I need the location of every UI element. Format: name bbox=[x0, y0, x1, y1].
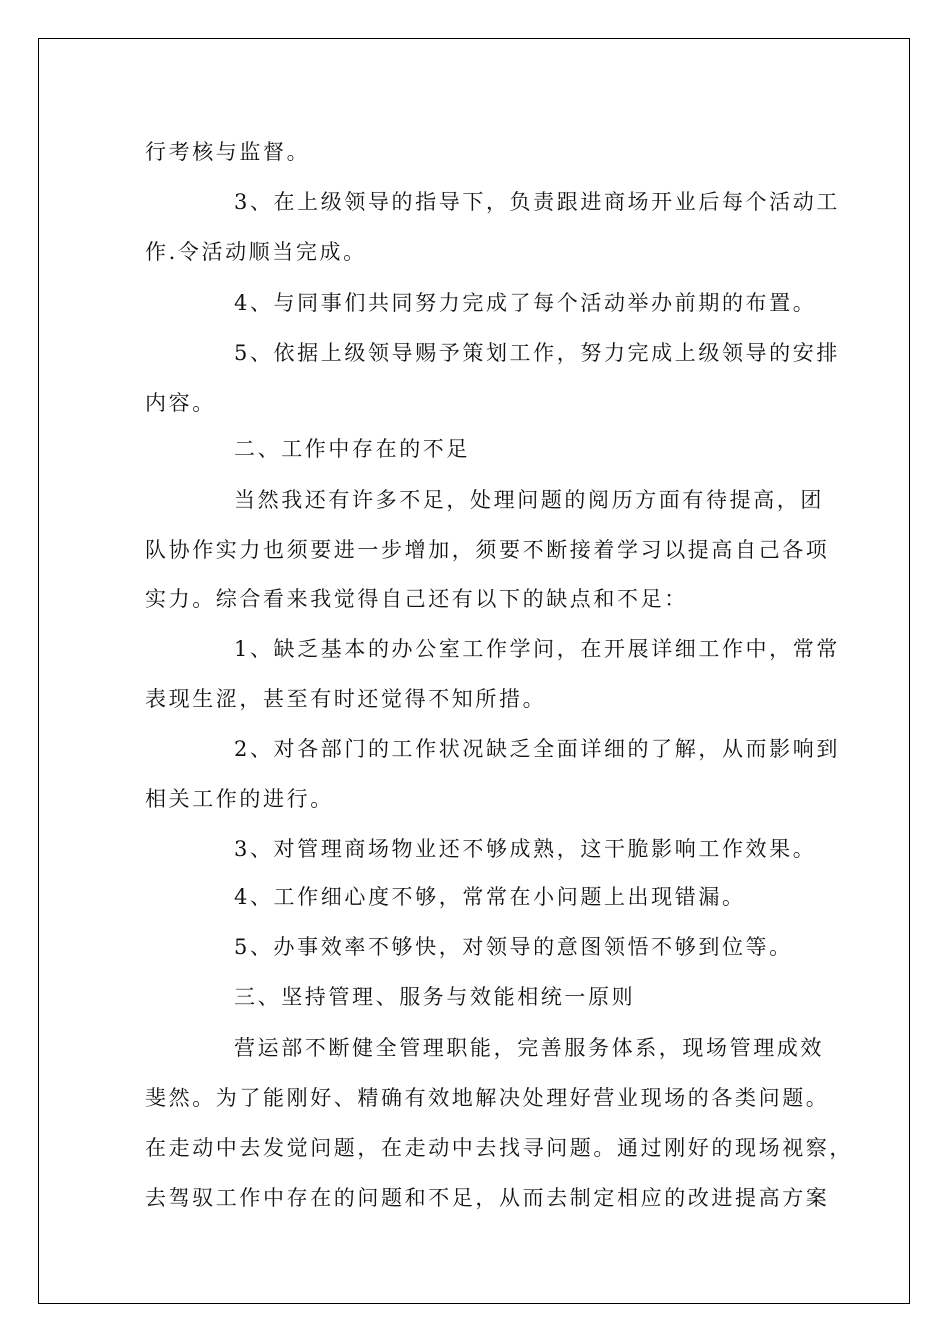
page-border bbox=[38, 38, 910, 1304]
text-line: 实力。综合看来我觉得自己还有以下的缺点和不足： bbox=[145, 587, 688, 611]
text-line: 队协作实力也须要进一步增加，须要不断接着学习以提高自己各项 bbox=[145, 538, 830, 562]
text-line: 4、工作细心度不够，常常在小问题上出现错漏。 bbox=[234, 885, 746, 909]
text-line: 3、对管理商场物业还不够成熟，这干脆影响工作效果。 bbox=[234, 837, 817, 861]
section-heading: 三、坚持管理、服务与效能相统一原则 bbox=[234, 985, 636, 1009]
text-line: 去驾驭工作中存在的问题和不足，从而去制定相应的改进提高方案 bbox=[145, 1186, 830, 1210]
text-line: 当然我还有许多不足，处理问题的阅历方面有待提高，团 bbox=[234, 488, 824, 512]
text-line: 2、对各部门的工作状况缺乏全面详细的了解，从而影响到 bbox=[234, 737, 840, 761]
text-line: 4、与同事们共同努力完成了每个活动举办前期的布置。 bbox=[234, 291, 817, 315]
text-line: 行考核与监督。 bbox=[145, 140, 311, 164]
text-line: 5、依据上级领导赐予策划工作，努力完成上级领导的安排 bbox=[234, 341, 840, 365]
text-line: 3、在上级领导的指导下，负责跟进商场开业后每个活动工 bbox=[234, 190, 840, 214]
text-line: 作.令活动顺当完成。 bbox=[145, 240, 367, 264]
text-line: 斐然。为了能刚好、精确有效地解决处理好营业现场的各类问题。 bbox=[145, 1086, 830, 1110]
text-line: 5、办事效率不够快，对领导的意图领悟不够到位等。 bbox=[234, 935, 793, 959]
text-line: 表现生涩，甚至有时还觉得不知所措。 bbox=[145, 687, 547, 711]
text-line: 相关工作的进行。 bbox=[145, 787, 334, 811]
text-line: 在走动中去发觉问题，在走动中去找寻问题。通过刚好的现场视察， bbox=[145, 1136, 853, 1160]
text-line: 营运部不断健全管理职能，完善服务体系，现场管理成效 bbox=[234, 1036, 824, 1060]
text-line: 内容。 bbox=[145, 391, 216, 415]
section-heading: 二、工作中存在的不足 bbox=[234, 437, 470, 461]
text-line: 1、缺乏基本的办公室工作学问，在开展详细工作中，常常 bbox=[234, 637, 840, 661]
